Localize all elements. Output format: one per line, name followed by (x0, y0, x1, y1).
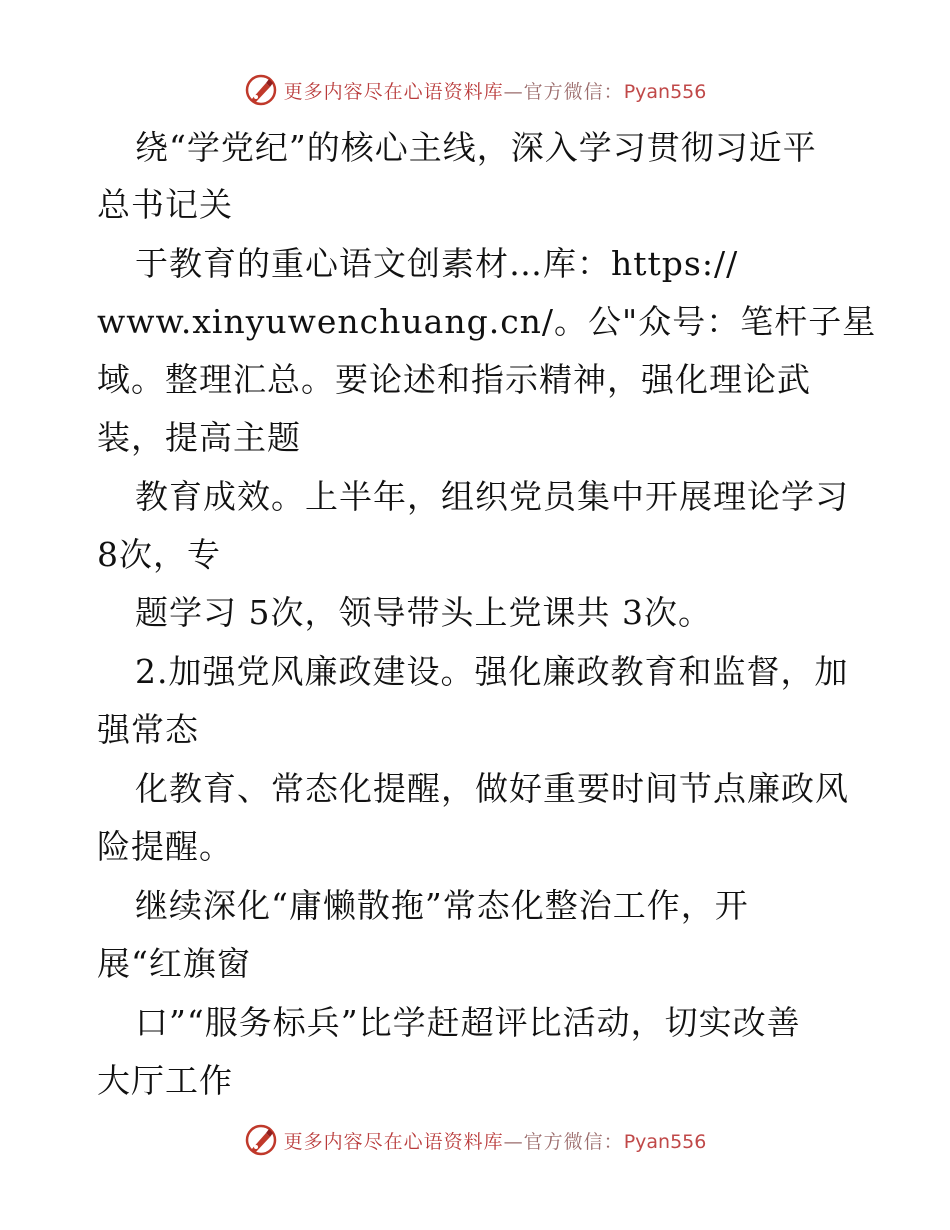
pen-logo-icon (244, 1123, 278, 1157)
body-line: 教育成效。上半年，组织党员集中开展理论学习 (135, 477, 849, 516)
body-line: 绕“学党纪”的核心主线，深入学习贯彻习近平 (135, 128, 817, 167)
header-watermark-text: 更多内容尽在心语资料库—官方微信：Pyan556 (283, 80, 707, 103)
body-line: 于教育的重心语文创素材…库：https:// (135, 244, 739, 283)
body-line: 继续深化“庸懒散拖”常态化整治工作，开 (135, 886, 749, 925)
body-line: 大厅工作 (97, 1061, 233, 1100)
body-line: 8次，专 (97, 535, 221, 574)
footer-watermark-text: 更多内容尽在心语资料库—官方微信：Pyan556 (283, 1130, 707, 1153)
body-line: 总书记关 (97, 185, 233, 224)
body-line: www.xinyuwenchuang.cn/。公"众号：笔杆子星 (97, 302, 877, 341)
body-line: 化教育、常态化提醒，做好重要时间节点廉政风 (135, 769, 849, 808)
body-line: 2.加强党风廉政建设。强化廉政教育和监督，加 (135, 652, 849, 691)
body-line: 强常态 (97, 710, 199, 749)
header-watermark-banner (0, 70, 950, 110)
pen-logo-icon (244, 73, 278, 107)
body-line: 口”“服务标兵”比学赶超评比活动，切实改善 (135, 1003, 801, 1042)
body-line: 展“红旗窗 (97, 944, 251, 983)
footer-watermark-banner (0, 1120, 950, 1160)
body-line: 装，提高主题 (97, 418, 301, 457)
body-line: 域。整理汇总。要论述和指示精神，强化理论武 (97, 360, 811, 399)
body-line: 险提醒。 (97, 827, 233, 866)
body-line: 题学习 5次，领导带头上党课共 3次。 (135, 593, 712, 632)
